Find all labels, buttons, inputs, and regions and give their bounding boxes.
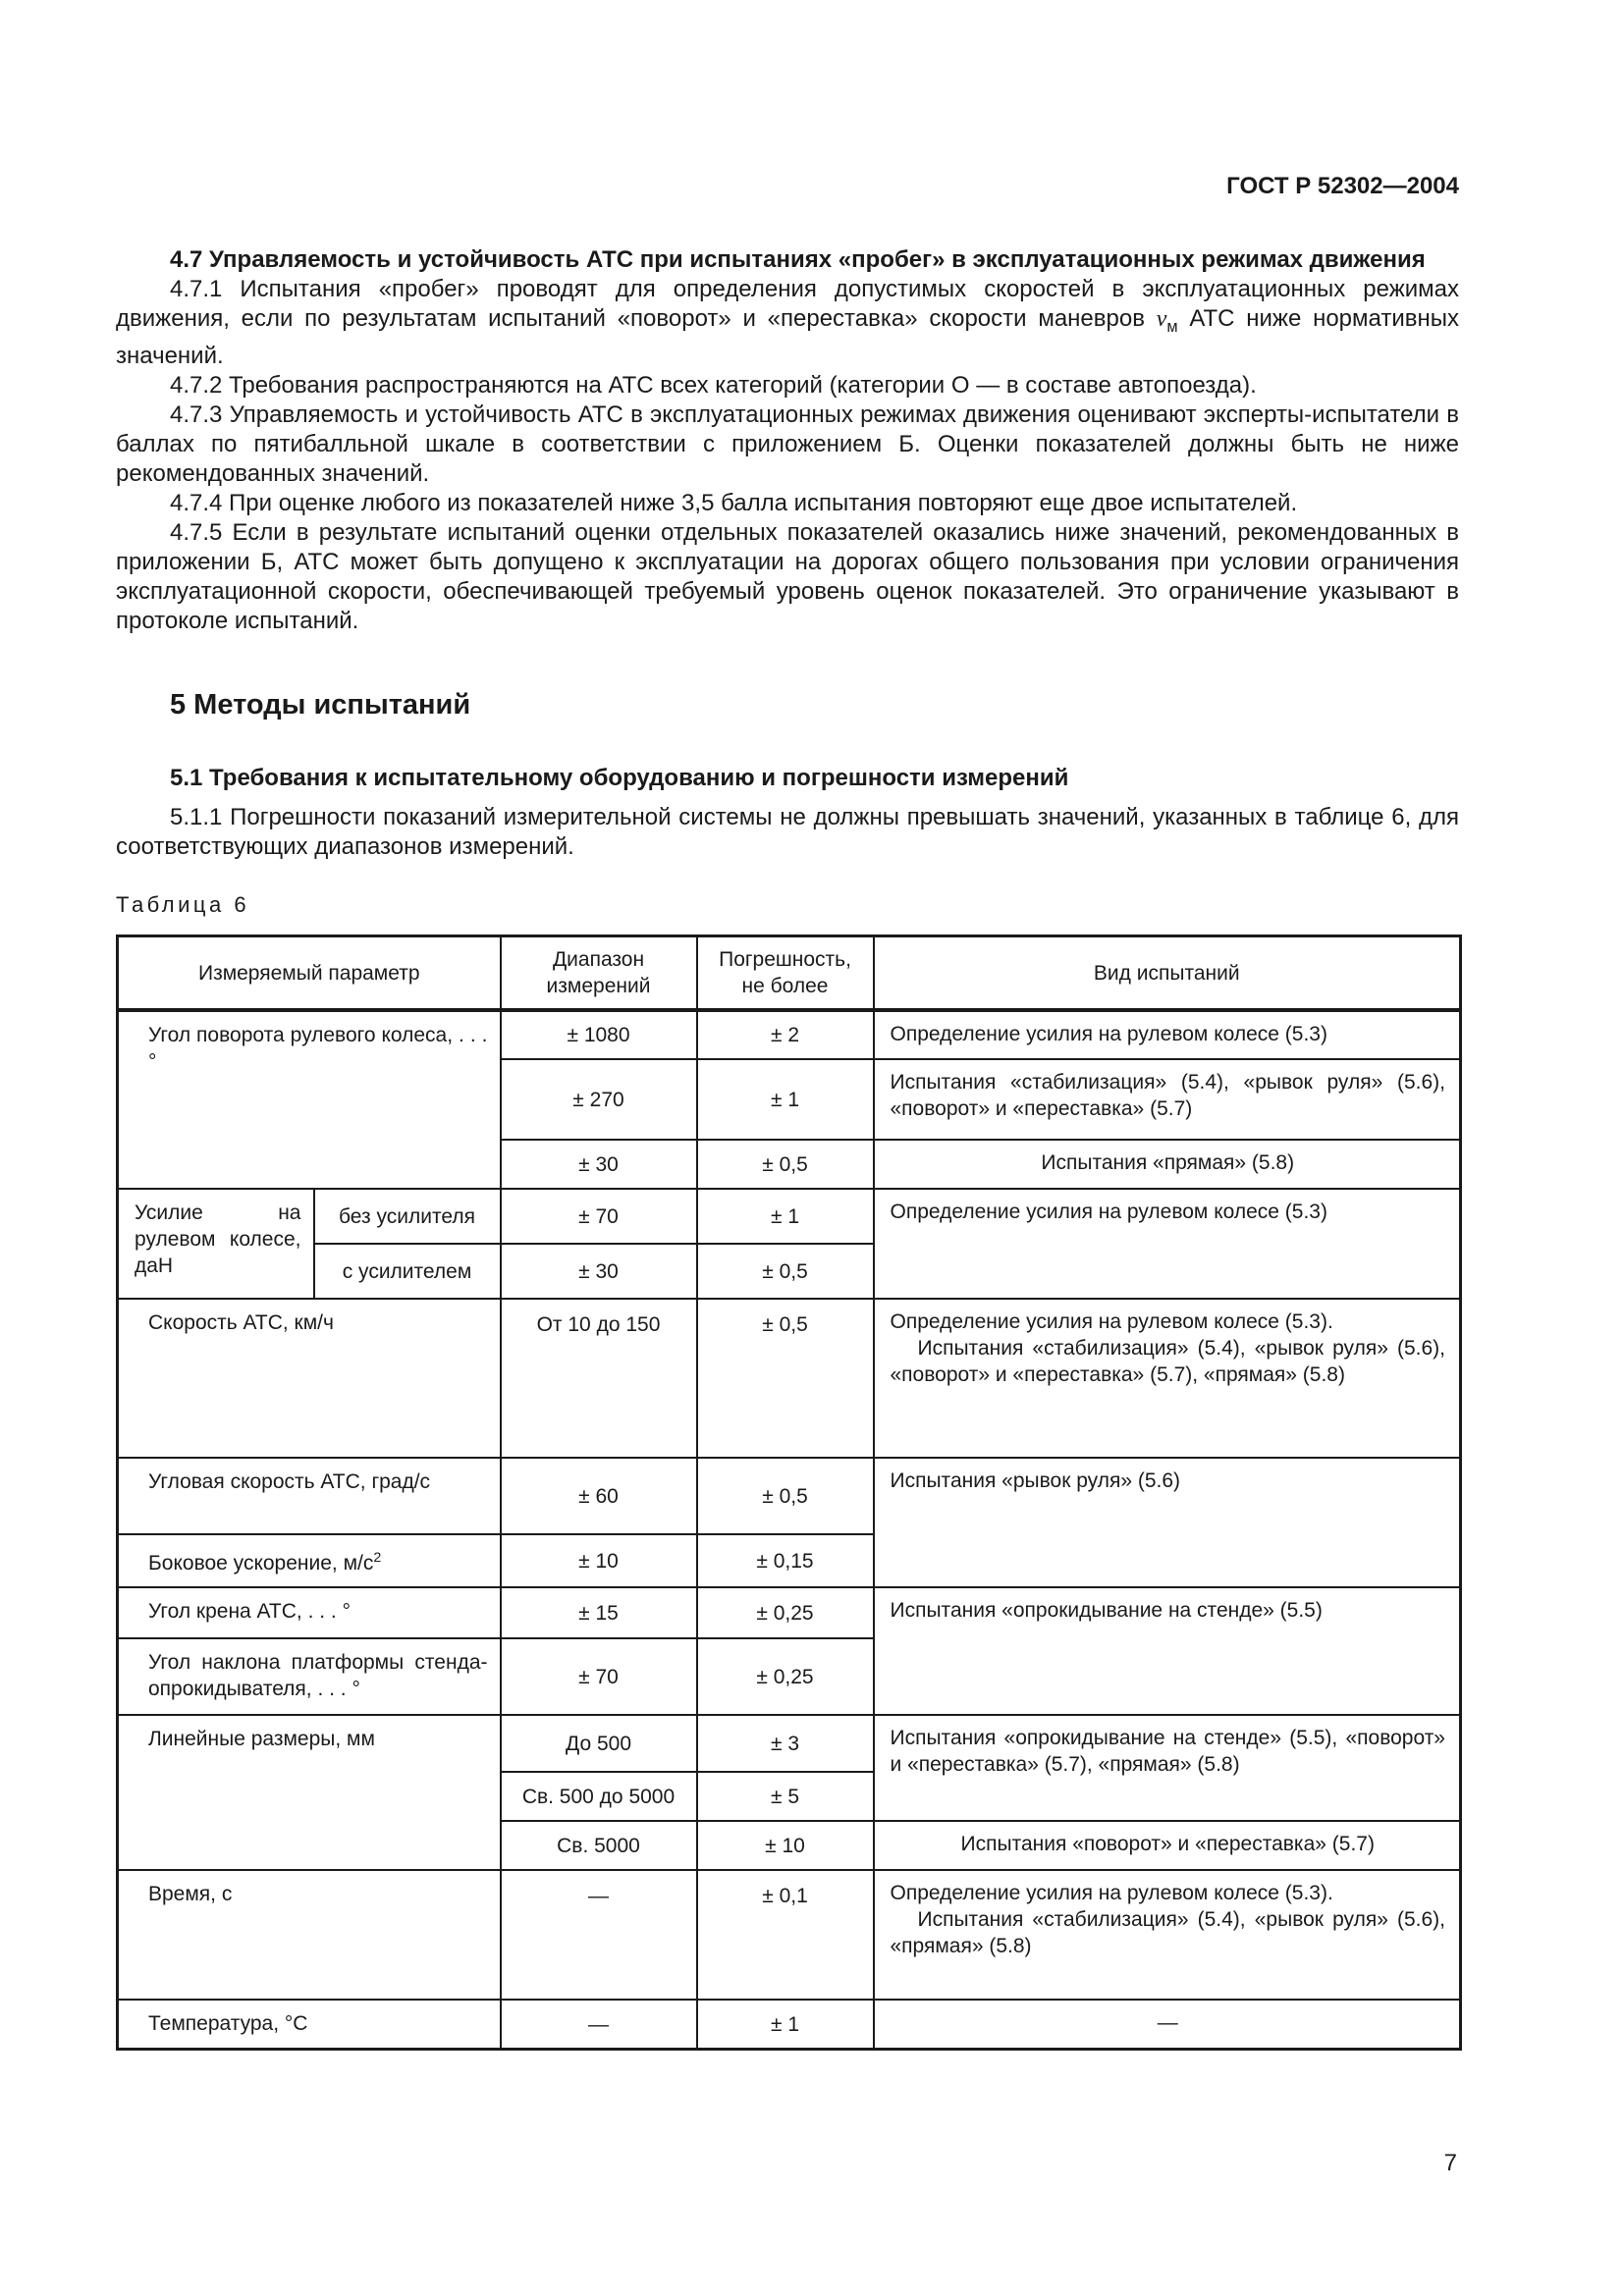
superscript-2: 2 bbox=[373, 1550, 382, 1567]
cell-range: ± 10 bbox=[501, 1534, 697, 1587]
document-header bbox=[116, 0, 1459, 200]
cell-error: ± 0,15 bbox=[697, 1534, 874, 1587]
cell-range: ± 270 bbox=[501, 1059, 697, 1140]
velocity-subscript: м bbox=[1166, 317, 1178, 336]
cell-subparam-no-booster: без усилителя bbox=[314, 1189, 501, 1244]
cell-error: ± 0,25 bbox=[697, 1638, 874, 1715]
cell-error: ± 3 bbox=[697, 1715, 874, 1772]
table-6-label: Таблица 6 bbox=[116, 891, 250, 917]
table-header-row bbox=[118, 935, 1461, 1010]
cell-range: ± 15 bbox=[501, 1587, 697, 1638]
cell-test-type: — bbox=[874, 2000, 1461, 2049]
cell-error: ± 5 bbox=[697, 1772, 874, 1821]
cell-test-type: Испытания «стабилизация» (5.4), «рывок руля» (5.6), «поворот» и «переставка» (5.7) bbox=[874, 1059, 1461, 1140]
cell-param-vehicle-speed: Скорость АТС, км/ч bbox=[118, 1299, 501, 1458]
test-type-paragraph: Испытания «стабилизация» (5.4), «рывок руля» (5.6), «поворот» и «переставка» (5.7), «прямая» (5.8) bbox=[890, 1337, 1445, 1387]
page-number: 7 bbox=[1443, 2150, 1457, 2176]
cell-range: Св. 500 до 5000 bbox=[501, 1772, 697, 1821]
heading-5: 5 Методы испытаний bbox=[170, 688, 471, 721]
cell-param-temperature: Температура, °С bbox=[118, 2000, 501, 2049]
cell-range: Св. 5000 bbox=[501, 1821, 697, 1870]
paragraph-4-7-1-tail: АТС ниже нормативных значений. bbox=[116, 305, 1460, 369]
test-type-paragraph: Испытания «стабилизация» (5.4), «рывок руля» (5.6), «прямая» (5.8) bbox=[890, 1908, 1445, 1958]
cell-test-type bbox=[874, 1299, 1461, 1458]
table-6 bbox=[116, 934, 1462, 2051]
page-content bbox=[116, 0, 1459, 2051]
cell-param-angular-speed: Угловая скорость АТС, град/с bbox=[118, 1458, 501, 1534]
paragraph-4-7-3: 4.7.3 Управляемость и устойчивость АТС в эксплуатационных режимах движения оценивают эксперты-испытатели в баллах по пятибалльной шкале в соответствии с приложением Б. Оценки показателей должны быть не ниже рекомендованных значений. bbox=[116, 400, 1459, 487]
standard-number: ГОСТ Р 52302—2004 bbox=[1226, 173, 1459, 199]
paragraph-4-7-1-text: 4.7.1 Испытания «пробег» проводят для определения допустимых скоростей в эксплуатационных режимах движения, если по результатам испытаний «поворот» и «переставка» скорости маневров bbox=[116, 276, 1459, 332]
cell-param-linear-dimensions: Линейные размеры, мм bbox=[118, 1715, 501, 1870]
cell-error: ± 1 bbox=[697, 1059, 874, 1140]
cell-range: ± 30 bbox=[501, 1140, 697, 1189]
test-type-paragraph: Определение усилия на рулевом колесе (5.3). bbox=[890, 1882, 1333, 1905]
lateral-acceleration-label: Боковое ускорение, м/с bbox=[148, 1552, 374, 1575]
paragraph-4-7-2: 4.7.2 Требования распространяются на АТС всех категорий (категории О — в составе автопоезда). bbox=[170, 371, 1257, 399]
table-row bbox=[118, 1189, 1461, 1244]
col-header-range: Диапазон измерений bbox=[501, 935, 697, 1010]
cell-param-steering-wheel-angle: Угол поворота рулевого колеса, . . . ° bbox=[118, 1010, 501, 1189]
table-row bbox=[118, 1458, 1461, 1534]
paragraph-4-7-1 bbox=[116, 275, 1459, 371]
cell-test-type: Испытания «опрокидывание на стенде» (5.5) bbox=[874, 1587, 1461, 1715]
cell-param-steering-force: Усилие на рулевом колесе, даН bbox=[118, 1189, 314, 1299]
cell-error: ± 0,5 bbox=[697, 1299, 874, 1458]
cell-test-type: Определение усилия на рулевом колесе (5.3) bbox=[874, 1010, 1461, 1059]
table-row bbox=[118, 1010, 1461, 1059]
cell-error: ± 1 bbox=[697, 1189, 874, 1244]
cell-test-type bbox=[874, 1870, 1461, 2000]
cell-range: ± 70 bbox=[501, 1189, 697, 1244]
cell-error: ± 0,1 bbox=[697, 1870, 874, 2000]
col-header-error: Погрешность, не более bbox=[697, 935, 874, 1010]
col-header-test-type: Вид испытаний bbox=[874, 935, 1461, 1010]
cell-range: ± 1080 bbox=[501, 1010, 697, 1059]
cell-error: ± 10 bbox=[697, 1821, 874, 1870]
cell-range: — bbox=[501, 2000, 697, 2049]
cell-test-type: Испытания «опрокидывание на стенде» (5.5), «поворот» и «переставка» (5.7), «прямая» (5.8) bbox=[874, 1715, 1461, 1821]
velocity-symbol: v bbox=[1156, 306, 1167, 332]
cell-error: ± 0,25 bbox=[697, 1587, 874, 1638]
cell-range: ± 30 bbox=[501, 1244, 697, 1299]
cell-test-type: Определение усилия на рулевом колесе (5.3) bbox=[874, 1189, 1461, 1299]
test-type-paragraph: Определение усилия на рулевом колесе (5.3). bbox=[890, 1310, 1333, 1334]
cell-range: От 10 до 150 bbox=[501, 1299, 697, 1458]
table-row bbox=[118, 1715, 1461, 1772]
cell-range: ± 60 bbox=[501, 1458, 697, 1534]
cell-param-lateral-acceleration bbox=[118, 1534, 501, 1587]
table-row bbox=[118, 1299, 1461, 1458]
cell-range: ± 70 bbox=[501, 1638, 697, 1715]
heading-4-7: 4.7 Управляемость и устойчивость АТС при испытаниях «пробег» в эксплуатационных режимах движения bbox=[170, 246, 1426, 273]
cell-subparam-with-booster: с усилителем bbox=[314, 1244, 501, 1299]
cell-error: ± 2 bbox=[697, 1010, 874, 1059]
table-row bbox=[118, 1587, 1461, 1638]
table-row bbox=[118, 2000, 1461, 2049]
cell-param-platform-tilt-angle: Угол наклона платформы стенда-опрокидывателя, . . . ° bbox=[118, 1638, 501, 1715]
cell-range: До 500 bbox=[501, 1715, 697, 1772]
cell-test-type: Испытания «прямая» (5.8) bbox=[874, 1140, 1461, 1189]
table-row bbox=[118, 1870, 1461, 2000]
col-header-parameter: Измеряемый параметр bbox=[118, 935, 501, 1010]
cell-param-roll-angle: Угол крена АТС, . . . ° bbox=[118, 1587, 501, 1638]
paragraph-4-7-4: 4.7.4 При оценке любого из показателей ниже 3,5 балла испытания повторяют еще двое испытателей. bbox=[170, 489, 1298, 516]
cell-range: — bbox=[501, 1870, 697, 2000]
cell-test-type: Испытания «рывок руля» (5.6) bbox=[874, 1458, 1461, 1587]
heading-5-1: 5.1 Требования к испытательному оборудованию и погрешности измерений bbox=[170, 764, 1069, 791]
cell-error: ± 0,5 bbox=[697, 1244, 874, 1299]
cell-error: ± 0,5 bbox=[697, 1458, 874, 1534]
cell-test-type: Испытания «поворот» и «переставка» (5.7) bbox=[874, 1821, 1461, 1870]
cell-error: ± 1 bbox=[697, 2000, 874, 2049]
cell-error: ± 0,5 bbox=[697, 1140, 874, 1189]
cell-param-time: Время, с bbox=[118, 1870, 501, 2000]
paragraph-5-1-1: 5.1.1 Погрешности показаний измерительной системы не должны превышать значений, указанных в таблице 6, для соответствующих диапазонов измерений. bbox=[116, 803, 1459, 860]
paragraph-4-7-5: 4.7.5 Если в результате испытаний оценки отдельных показателей оказались ниже значений, рекомендованных в приложении Б, АТС может быть допущено к эксплуатации на дорогах общего пользования при условии ограничения эксплуатационной скорости, обеспечивающей требуемый уровень оценок показателей. Это ограничение указывают в протоколе испытаний. bbox=[116, 518, 1459, 634]
